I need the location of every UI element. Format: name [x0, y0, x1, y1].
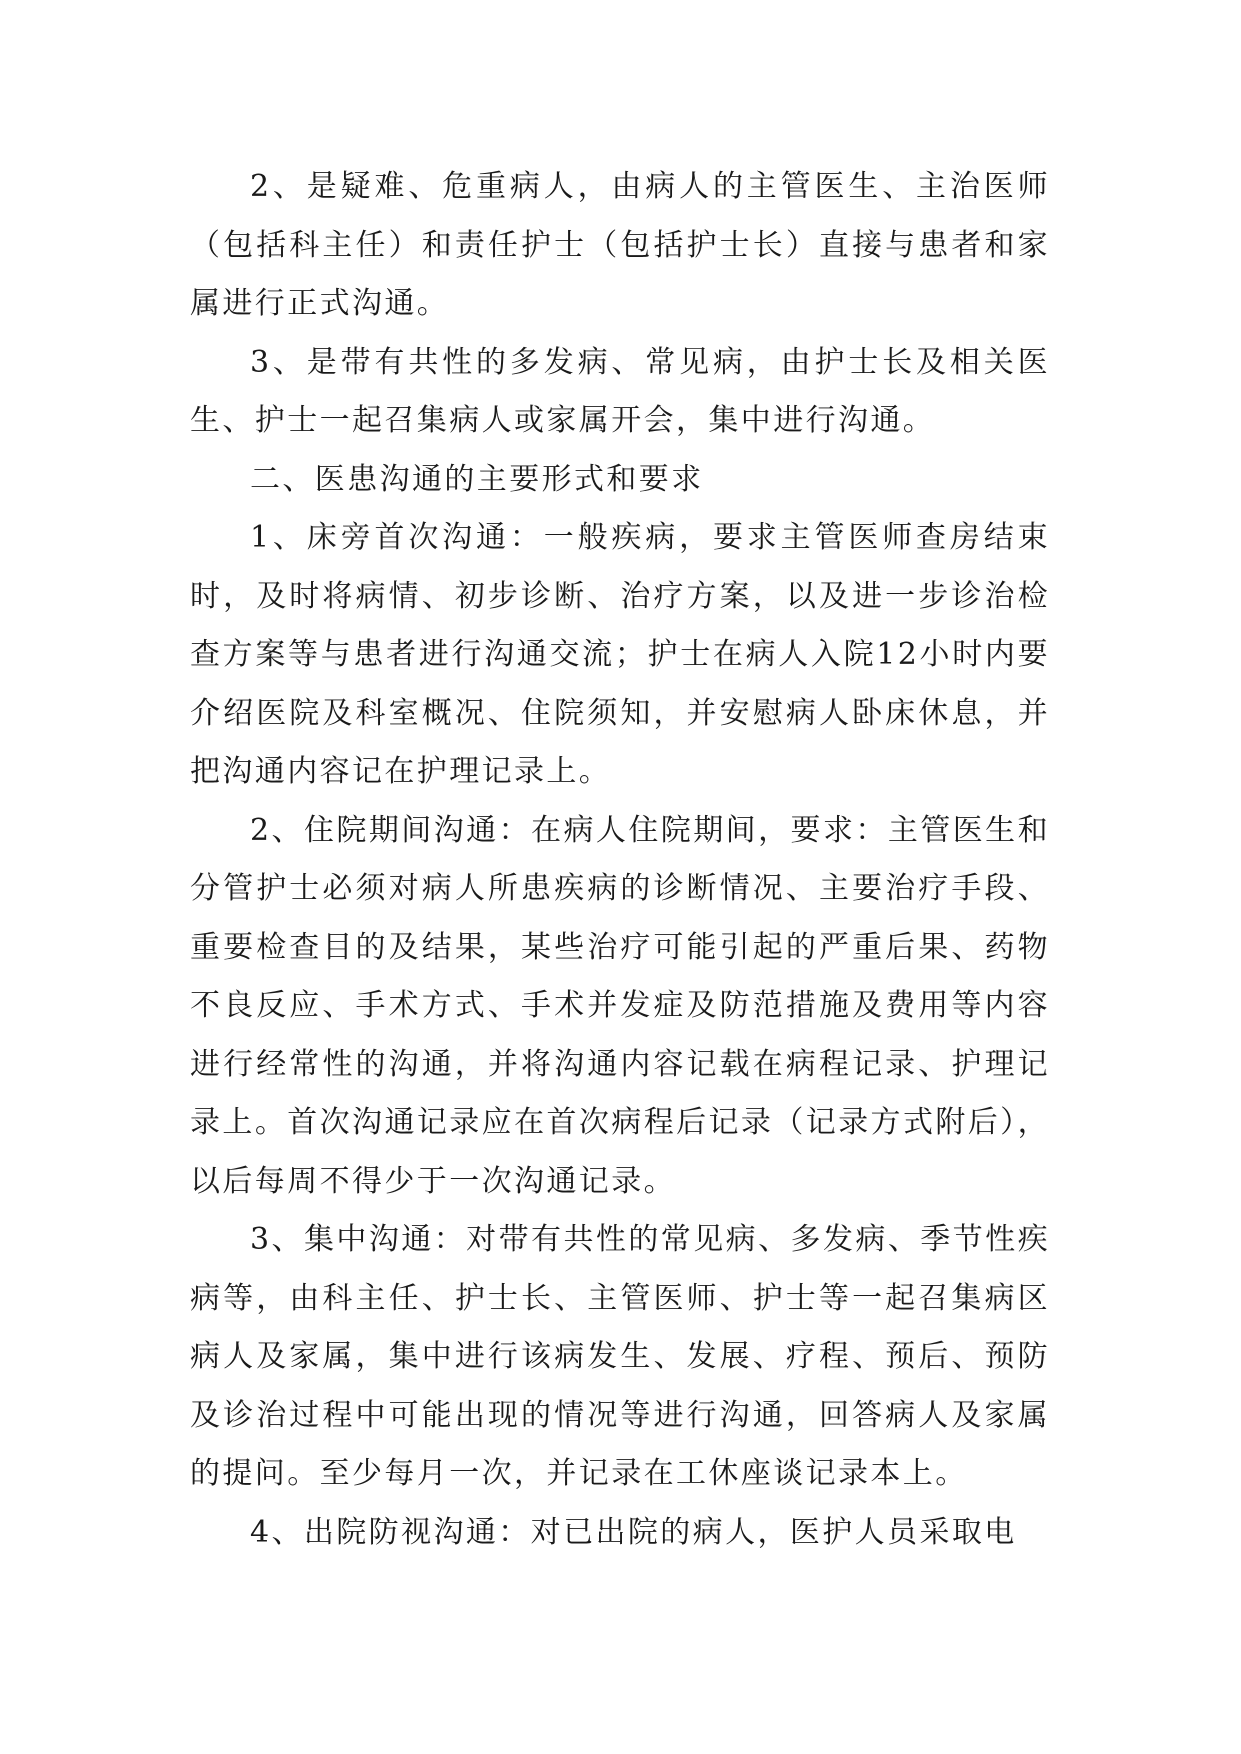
section-heading-communication-forms: 二、医患沟通的主要形式和要求: [250, 461, 704, 497]
paragraph-discharge-followup: 4、出院防视沟通：对已出院的病人，医护人员采取电: [250, 1514, 1017, 1550]
document-body: [190, 158, 1050, 1562]
paragraph-group-communication: 3、集中沟通：对带有共性的常见病、多发病、季节性疾病等，由科主任、护士长、主管医师、护士等一起召集病区病人及家属，集中进行该病发生、发展、疗程、预后、预防及诊治过程中可能出现的情况等进行沟通，回答病人及家属的提问。至少每月一次，并记录在工休座谈记录本上。: [190, 1222, 1050, 1491]
paragraph-bedside-first-communication: 1、床旁首次沟通：一般疾病，要求主管医师查房结束时，及时将病情、初步诊断、治疗方案，以及进一步诊治检查方案等与患者进行沟通交流；护士在病人入院12小时内要介绍医院及科室概况、住院须知，并安慰病人卧床休息，并把沟通内容记在护理记录上。: [190, 520, 1050, 789]
paragraph-difficult-patients: 2、是疑难、危重病人，由病人的主管医生、主治医师（包括科主任）和责任护士（包括护士长）直接与患者和家属进行正式沟通。: [190, 169, 1050, 321]
paragraph-common-diseases: 3、是带有共性的多发病、常见病，由护士长及相关医生、护士一起召集病人或家属开会，集中进行沟通。: [190, 344, 1050, 438]
paragraph-inpatient-communication: 2、住院期间沟通：在病人住院期间，要求：主管医生和分管护士必须对病人所患疾病的诊断情况、主要治疗手段、重要检查目的及结果，某些治疗可能引起的严重后果、药物不良反应、手术方式、手术并发症及防范措施及费用等内容进行经常性的沟通，并将沟通内容记载在病程记录、护理记录上。首次沟通记录应在首次病程后记录（记录方式附后），以后每周不得少于一次沟通记录。: [190, 812, 1050, 1199]
